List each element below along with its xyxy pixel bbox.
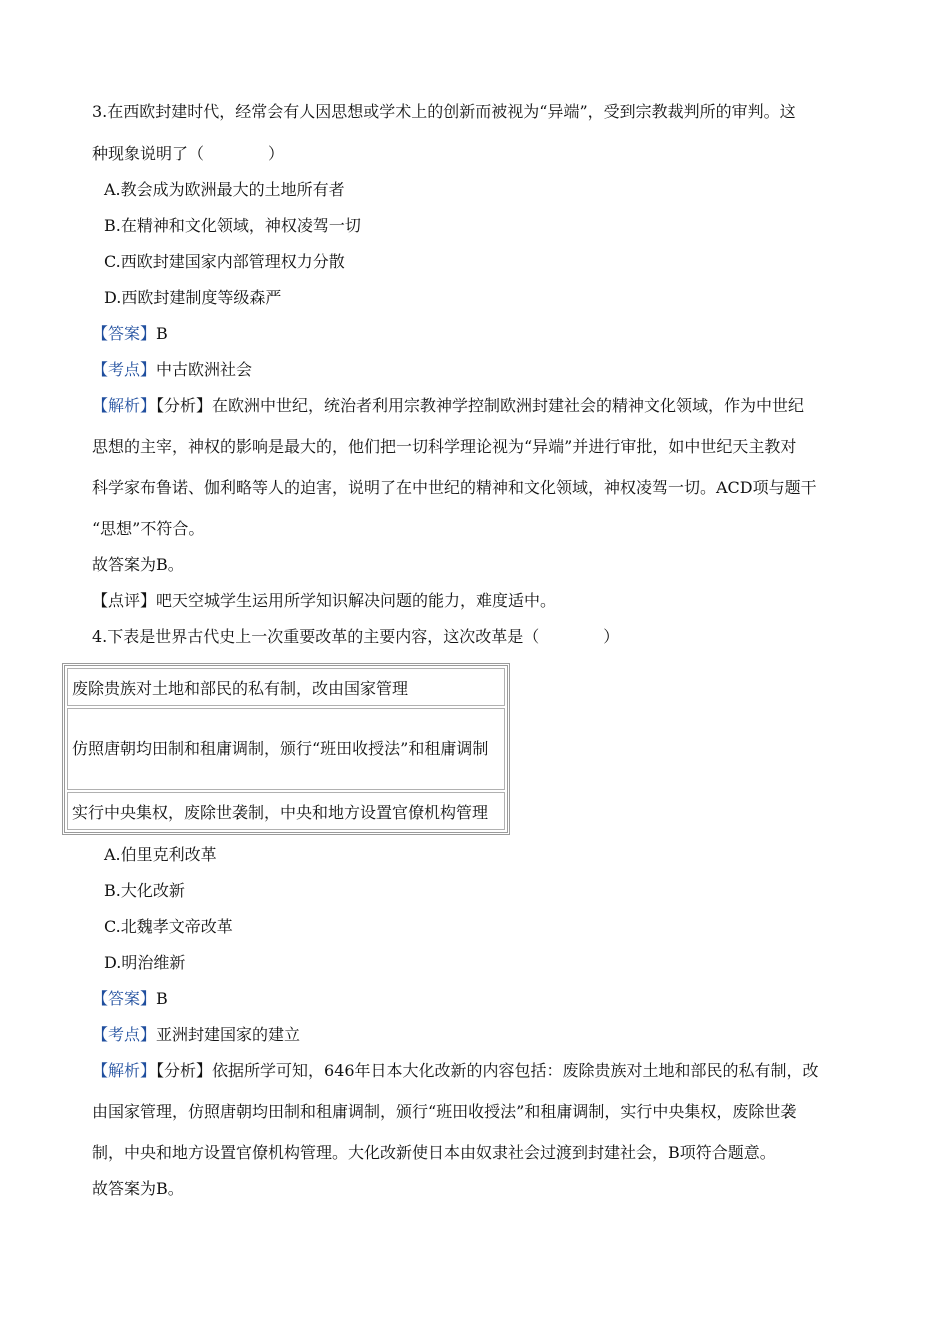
q4-analysis-line3: 制，中央和地方设置官僚机构管理。大化改新使日本由奴隶社会过渡到封建社会，B项符合题意。: [92, 1143, 776, 1162]
q4-point-value: 亚洲封建国家的建立: [156, 1025, 301, 1044]
q3-analysis-line1: [92, 395, 804, 417]
q3-option-b: B.在精神和文化领域，神权凌驾一切: [104, 216, 361, 235]
q3-option-c: C.西欧封建国家内部管理权力分散: [104, 252, 345, 271]
q3-point: [92, 359, 252, 381]
table-cell: 废除贵族对土地和部民的私有制，改由国家管理: [67, 668, 505, 706]
reform-table: [62, 663, 510, 835]
q4-answer: [92, 988, 168, 1010]
q4-answer-tag: 【答案】: [92, 989, 157, 1008]
q3-stem-line2: 种现象说明了（ ）: [92, 144, 285, 163]
table-cell: 仿照唐朝均田制和租庸调制，颁行“班田收授法”和租庸调制: [67, 708, 505, 790]
q3-answer-tag: 【答案】: [92, 324, 157, 343]
q3-conclusion: 故答案为B。: [92, 555, 184, 574]
q3-option-a: A.教会成为欧洲最大的土地所有者: [104, 180, 345, 199]
table-row: [67, 792, 505, 830]
q4-point: [92, 1024, 300, 1046]
q3-point-value: 中古欧洲社会: [156, 360, 253, 379]
q4-analysis-line1: [92, 1060, 819, 1082]
table-row: [67, 668, 505, 706]
q3-analysis-line4: “思想”不符合。: [92, 519, 205, 538]
q4-conclusion: 故答案为B。: [92, 1179, 184, 1198]
q4-analysis-text1: 【分析】依据所学可知，646年日本大化改新的内容包括：废除贵族对土地和部民的私有制，改: [156, 1061, 819, 1080]
table-row: [67, 708, 505, 790]
q4-option-a: A.伯里克利改革: [104, 845, 217, 864]
q3-analysis-line3: 科学家布鲁诺、伽利略等人的迫害，说明了在中世纪的精神和文化领域，神权凌驾一切。ACD项与题干: [92, 478, 817, 497]
q3-stem-line1: 3.在西欧封建时代，经常会有人因思想或学术上的创新而被视为“异端”，受到宗教裁判所的审判。这: [92, 102, 796, 121]
q4-analysis-tag: 【解析】: [92, 1061, 157, 1080]
q3-analysis-text1: 【分析】在欧洲中世纪，统治者利用宗教神学控制欧洲封建社会的精神文化领域，作为中世纪: [156, 396, 805, 415]
q4-analysis-line2: 由国家管理，仿照唐朝均田制和租庸调制，颁行“班田收授法”和租庸调制，实行中央集权，废除世袭: [92, 1102, 797, 1121]
q3-comment: 【点评】吧天空城学生运用所学知识解决问题的能力，难度适中。: [92, 591, 557, 610]
q4-stem: 4.下表是世界古代史上一次重要改革的主要内容，这次改革是（ ）: [92, 627, 620, 646]
table-cell: 实行中央集权，废除世袭制，中央和地方设置官僚机构管理: [67, 792, 505, 830]
q4-answer-value: B: [156, 989, 168, 1008]
q4-point-tag: 【考点】: [92, 1025, 157, 1044]
q3-option-d: D.西欧封建制度等级森严: [104, 288, 282, 307]
q4-option-b: B.大化改新: [104, 881, 185, 900]
q3-point-tag: 【考点】: [92, 360, 157, 379]
q3-analysis-line2: 思想的主宰，神权的影响是最大的，他们把一切科学理论视为“异端”并进行审批，如中世纪天主教对: [92, 437, 797, 456]
q3-answer-value: B: [156, 324, 168, 343]
q4-option-c: C.北魏孝文帝改革: [104, 917, 233, 936]
q3-analysis-tag: 【解析】: [92, 396, 157, 415]
q3-answer: [92, 323, 168, 345]
q4-option-d: D.明治维新: [104, 953, 186, 972]
